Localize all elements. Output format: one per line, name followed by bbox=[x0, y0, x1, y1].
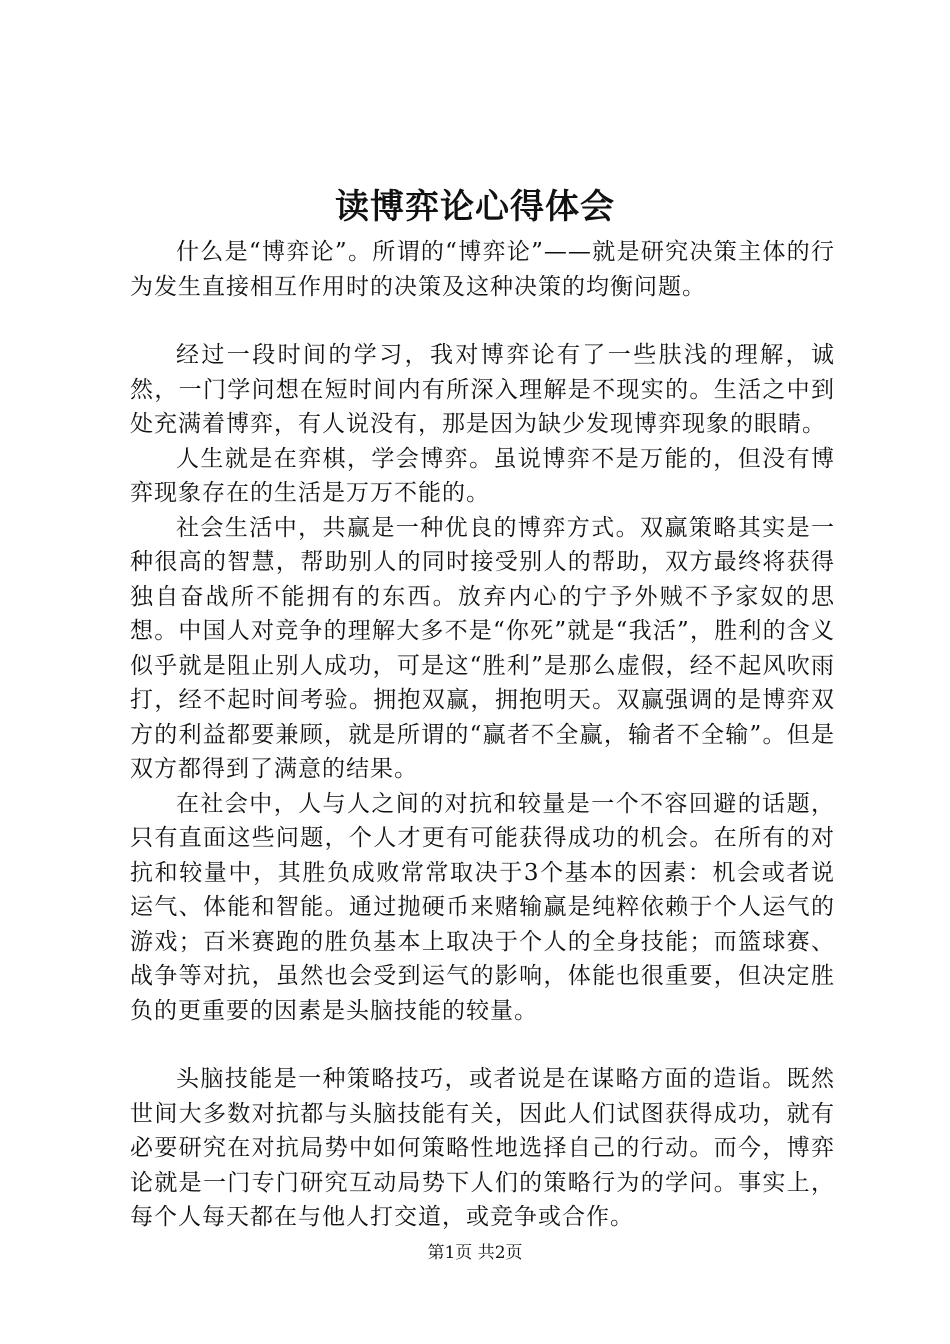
document-title: 读博弈论心得体会 bbox=[335, 187, 615, 227]
paragraph-competition: 在社会中，人与人之间的对抗和较量是一个不容回避的话题，只有直面这些问题，个人才更有可能获得成功的机会。在所有的对抗和较量中，其胜负成败常常取决于3个基本的因素：机会或者说运气、体能和智能。通过抛硬币来赌输赢是纯粹依赖于个人运气的游戏；百米赛跑的胜负基本上取决于个人的全身技能；而篮球赛、战争等对抗，虽然也会受到运气的影响，体能也很重要，但决定胜负的更重要的因素是头脑技能的较量。 bbox=[130, 790, 835, 1024]
paragraph-spacer bbox=[130, 1028, 835, 1062]
paragraph-win-win: 社会生活中，共赢是一种优良的博弈方式。双赢策略其实是一种很高的智慧，帮助别人的同时接受别人的帮助，双方最终将获得独自奋战所不能拥有的东西。放弃内心的宁予外贼不予家奴的思想。中国人对竞争的理解大多不是“你死”就是“我活”，胜利的含义似乎就是阻止别人成功，可是这“胜利”是那么虚假，经不起风吹雨打，经不起时间考验。拥抱双赢，拥抱明天。双赢强调的是博弈双方的利益都要兼顾，就是所谓的“赢者不全赢，输者不全输”。但是双方都得到了满意的结果。 bbox=[130, 514, 835, 782]
paragraph-life-chess: 人生就是在弈棋，学会博弈。虽说博弈不是万能的，但没有博弈现象存在的生活是万万不能的。 bbox=[130, 445, 835, 506]
document-body bbox=[130, 235, 835, 1235]
paragraph-learning: 经过一段时间的学习，我对博弈论有了一些肤浅的理解，诚然，一门学问想在短时间内有所深入理解是不现实的。生活之中到处充满着博弈，有人说没有，那是因为缺少发现博弈现象的眼睛。 bbox=[130, 342, 835, 437]
paragraph-definition: 什么是“博弈论”。所谓的“博弈论”——就是研究决策主体的行为发生直接相互作用时的决策及这种决策的均衡问题。 bbox=[130, 239, 835, 300]
page-number-footer: 第1页 共2页 bbox=[427, 1243, 523, 1263]
paragraph-spacer bbox=[130, 304, 835, 338]
paragraph-strategy: 头脑技能是一种策略技巧，或者说是在谋略方面的造诣。既然世间大多数对抗都与头脑技能有关，因此人们试图获得成功，就有必要研究在对抗局势中如何策略性地选择自己的行动。而今，博弈论就是一门专门研究互动局势下人们的策略行为的学问。事实上，每个人每天都在与他人打交道，或竞争或合作。 bbox=[130, 1066, 835, 1230]
